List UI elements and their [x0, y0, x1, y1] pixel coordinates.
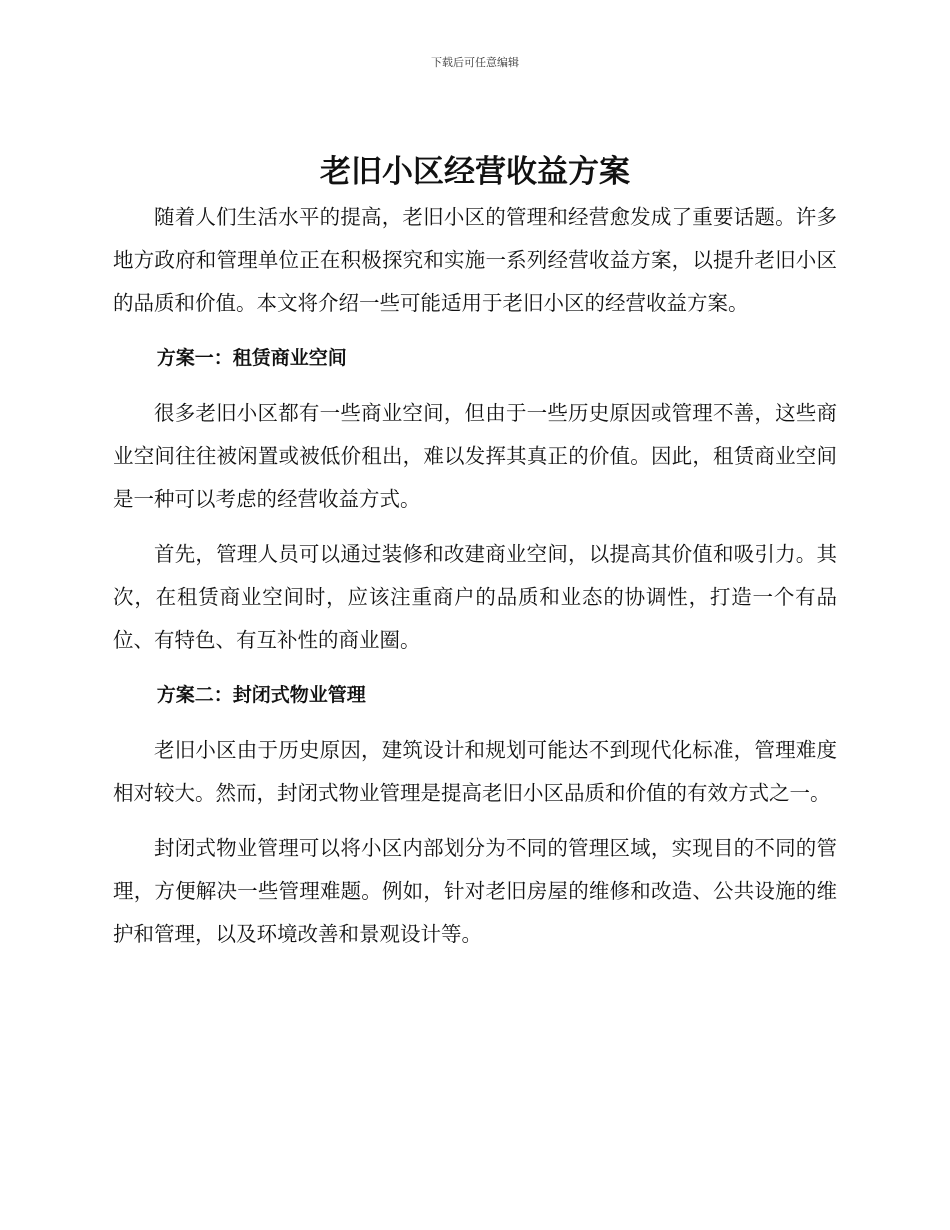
document-body [113, 150, 837, 968]
section-paragraph: 封闭式物业管理可以将小区内部划分为不同的管理区域，实现目的不同的管理，方便解决一些管理难题。例如，针对老旧房屋的维修和改造、公共设施的维护和管理，以及环境改善和景观设计等。 [113, 836, 837, 946]
document-title: 老旧小区经营收益方案 [320, 154, 630, 190]
section-1 [113, 337, 837, 662]
section-heading: 方案一：租赁商业空间 [156, 347, 347, 369]
section-paragraph: 很多老旧小区都有一些商业空间，但由于一些历史原因或管理不善，这些商业空间往往被闲置或被低价租出，难以发挥其真正的价值。因此，租赁商业空间是一种可以考虑的经营收益方式。 [113, 401, 837, 511]
page-header-note: 下载后可任意编辑 [431, 56, 519, 69]
section-paragraph: 首先，管理人员可以通过装修和改建商业空间，以提高其价值和吸引力。其次，在租赁商业空间时，应该注重商户的品质和业态的协调性，打造一个有品位、有特色、有互补性的商业圈。 [113, 542, 837, 652]
section-heading: 方案二：封闭式物业管理 [156, 684, 366, 706]
section-2 [113, 674, 837, 956]
section-paragraph: 老旧小区由于历史原因，建筑设计和规划可能达不到现代化标准，管理难度相对较大。然而，封闭式物业管理是提高老旧小区品质和价值的有效方式之一。 [113, 738, 837, 805]
intro-paragraph: 随着人们生活水平的提高，老旧小区的管理和经营愈发成了重要话题。许多地方政府和管理单位正在积极探究和实施一系列经营收益方案，以提升老旧小区的品质和价值。本文将介绍一些可能适用于老旧小区的经营收益方案。 [113, 205, 837, 315]
